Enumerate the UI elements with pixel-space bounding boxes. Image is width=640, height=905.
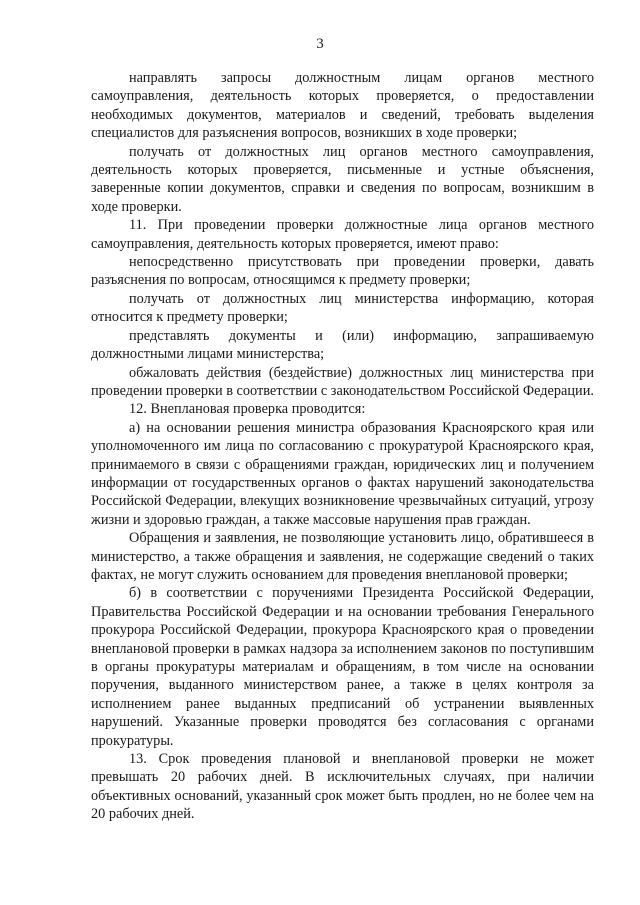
paragraph-receive-explanations: получать от должностных лиц органов местного самоуправления, деятельность которых проверяется, письменные и устные объяснения, заверенные копии документов, справки и сведения по вопросам, возникшим в ходе проверки. [91,143,594,215]
page-number: 3 [316,36,324,52]
paragraph-right-submit-docs: представлять документы и (или) информацию, запрашиваемую должностными лицами министерства; [91,327,594,363]
paragraph-section-11: 11. При проведении проверки должностные лица органов местного самоуправления, деятельность которых проверяется, имеют право: [91,217,594,252]
paragraph-right-receive-info: получать от должностных лиц министерства информацию, которая относится к предмету проверки; [91,290,594,326]
document-body [91,69,594,824]
paragraph-anonymous-appeals: Обращения и заявления, не позволяющие установить лицо, обратившееся в министерство, а также обращения и заявления, не содержащие сведений о таких фактах, не могут служить основанием для проведения внеплановой проверки; [91,530,594,583]
paragraph-item-b: б) в соответствии с поручениями Президента Российской Федерации, Правительства Российской Федерации и на основании требования Генерального прокурора Российской Федерации, прокурора Красноярского края о проведении внеплановой проверки в рамках надзора за исполнением законов по поступившим в органы прокуратуры материалам и обращениям, в том числе на основании поручения, выданного министерством ранее, а также в целях контроля за исполнением ранее выданных предписаний об устранении выявленных нарушений. Указанные проверки проводятся без согласования с органами прокуратуры. [91,585,594,749]
paragraph-item-a: а) на основании решения министра образования Красноярского края или уполномоченного им лица по согласованию с прокуратурой Красноярского края, принимаемого в связи с обращениями граждан, юридических лиц и получением информации от государственных органов о фактах нарушений законодательства Российской Федерации, влекущих возникновение чрезвычайных ситуаций, угрозу жизни и здоровью граждан, а также массовые нарушения прав граждан. [91,419,594,528]
paragraph-right-appeal: обжаловать действия (бездействие) должностных лиц министерства при проведении проверки в соответствии с законодательством Российской Федерации. [91,364,594,399]
paragraph-request-documents: направлять запросы должностным лицам органов местного самоуправления, деятельность которых проверяется, о предоставлении необходимых документов, материалов и сведений, требовать выделения специалистов для разъяснения вопросов, возникших в ходе проверки; [91,70,594,142]
paragraph-section-12: 12. Внеплановая проверка проводится: [129,401,366,418]
paragraph-section-13: 13. Срок проведения плановой и внеплановой проверки не может превышать 20 рабочих дней. В исключительных случаях, при наличии объективных оснований, указанный срок может быть продлен, но не более чем на 20 рабочих дней. [91,751,594,823]
paragraph-right-attend: непосредственно присутствовать при проведении проверки, давать разъяснения по вопросам, относящимся к предмету проверки; [91,254,594,289]
